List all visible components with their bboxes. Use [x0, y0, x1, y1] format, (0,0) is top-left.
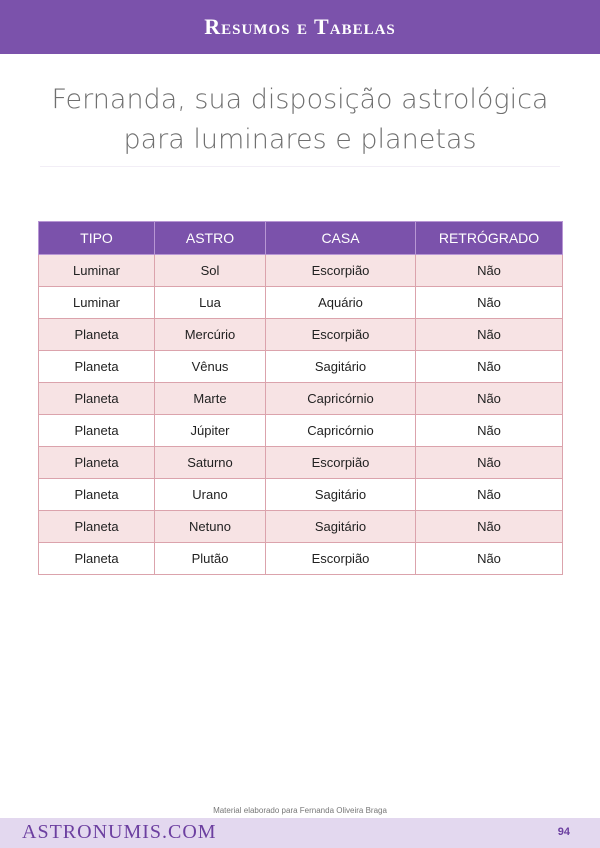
- header-title: Resumos e Tabelas: [204, 14, 396, 39]
- cell-casa: Capricórnio: [266, 415, 416, 447]
- table-row: [39, 287, 563, 319]
- table-row: [39, 255, 563, 287]
- cell-astro: Mercúrio: [155, 319, 266, 351]
- cell-retrogrado: Não: [416, 511, 563, 543]
- column-header-retrogrado: RETRÓGRADO: [416, 222, 563, 255]
- table-row: [39, 543, 563, 575]
- cell-tipo: Planeta: [39, 543, 155, 575]
- cell-tipo: Planeta: [39, 511, 155, 543]
- cell-astro: Sol: [155, 255, 266, 287]
- cell-tipo: Planeta: [39, 479, 155, 511]
- cell-casa: Escorpião: [266, 447, 416, 479]
- cell-casa: Sagitário: [266, 351, 416, 383]
- column-header-astro: ASTRO: [155, 222, 266, 255]
- cell-tipo: Planeta: [39, 319, 155, 351]
- cell-retrogrado: Não: [416, 351, 563, 383]
- cell-tipo: Planeta: [39, 415, 155, 447]
- cell-casa: Escorpião: [266, 319, 416, 351]
- table-row: [39, 415, 563, 447]
- cell-tipo: Planeta: [39, 447, 155, 479]
- page-title-line-2: para luminares e planetas: [123, 124, 477, 155]
- cell-retrogrado: Não: [416, 415, 563, 447]
- cell-retrogrado: Não: [416, 383, 563, 415]
- cell-retrogrado: Não: [416, 319, 563, 351]
- cell-tipo: Planeta: [39, 351, 155, 383]
- column-header-tipo: TIPO: [39, 222, 155, 255]
- title-divider: [40, 166, 560, 167]
- table-row: [39, 479, 563, 511]
- cell-astro: Vênus: [155, 351, 266, 383]
- cell-astro: Júpiter: [155, 415, 266, 447]
- cell-casa: Sagitário: [266, 511, 416, 543]
- cell-tipo: Planeta: [39, 383, 155, 415]
- cell-astro: Urano: [155, 479, 266, 511]
- cell-retrogrado: Não: [416, 287, 563, 319]
- cell-retrogrado: Não: [416, 479, 563, 511]
- cell-astro: Plutão: [155, 543, 266, 575]
- cell-tipo: Luminar: [39, 287, 155, 319]
- credit-note: Material elaborado para Fernanda Oliveira Braga: [213, 806, 387, 815]
- page-title: [0, 80, 600, 160]
- table-row: [39, 351, 563, 383]
- cell-casa: Aquário: [266, 287, 416, 319]
- column-header-casa: CASA: [266, 222, 416, 255]
- cell-casa: Capricórnio: [266, 383, 416, 415]
- table-row: [39, 383, 563, 415]
- cell-casa: Sagitário: [266, 479, 416, 511]
- cell-retrogrado: Não: [416, 543, 563, 575]
- cell-tipo: Luminar: [39, 255, 155, 287]
- cell-astro: Saturno: [155, 447, 266, 479]
- cell-retrogrado: Não: [416, 255, 563, 287]
- cell-astro: Marte: [155, 383, 266, 415]
- table-row: [39, 511, 563, 543]
- page-title-line-1: Fernanda, sua disposição astrológica: [51, 84, 549, 115]
- header-band: [0, 0, 600, 54]
- cell-casa: Escorpião: [266, 543, 416, 575]
- table-row: [39, 447, 563, 479]
- page-number: 94: [557, 826, 570, 838]
- placements-table: [38, 221, 563, 575]
- cell-astro: Netuno: [155, 511, 266, 543]
- cell-casa: Escorpião: [266, 255, 416, 287]
- cell-retrogrado: Não: [416, 447, 563, 479]
- footer-band: [0, 818, 600, 848]
- table-row: [39, 319, 563, 351]
- cell-astro: Lua: [155, 287, 266, 319]
- brand-logo: ASTRONUMIS.COM: [22, 821, 217, 843]
- table-header-row: [39, 222, 563, 255]
